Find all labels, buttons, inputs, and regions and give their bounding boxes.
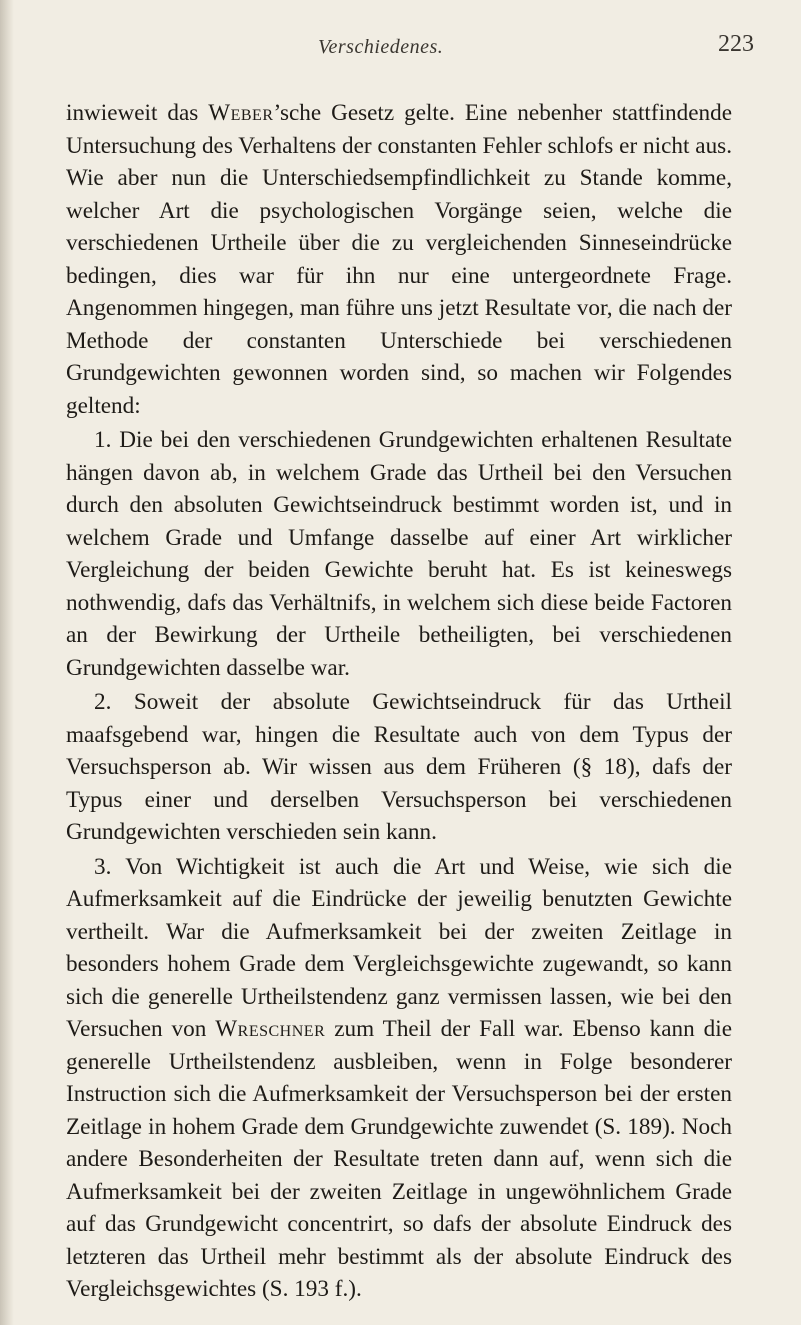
paragraph-point-2: 2. Soweit der absolute Gewichtseindruck für das Urtheil maafsgebend war, hingen die Resultate auch von dem Typus der Versuchsperson ab. Wir wissen aus dem Früheren (§ 18), dafs der Typus einer und derselben Versuchsperson bei verschiedenen Grundgewichten verschieden sein kann. (66, 689, 732, 845)
author-name-weber: Weber (208, 100, 274, 126)
intro-text-b: ’sche Gesetz gelte. Eine nebenher stattfindende Untersuchung des Verhaltens der constanten Fehler schlofs er nicht aus. Wie aber nun die Unterschiedsempfindlichkeit zu Stande komme, welcher Art die psychologischen Vorgänge seien, welche die verschiedenen Urtheile über die zu vergleichenden Sinneseindrücke bedingen, dies war für ihn nur eine untergeordnete Frage. Angenommen hingegen, man führe uns jetzt Resultate vor, die nach der Methode der constanten Unterschiede bei verschiedenen Grundgewichten gewonnen worden sind, so machen wir Folgendes geltend: (66, 100, 732, 419)
intro-text-a: inwieweit das (66, 100, 209, 126)
paragraph-point-1: 1. Die bei den verschiedenen Grundgewichten erhaltenen Resultate hängen davon ab, in welchem Grade das Urtheil bei den Versuchen durch den absoluten Gewichtseindruck bestimmt worden ist, und in welchem Grade und Umfange dasselbe auf einer Art wirklicher Vergleichung der beiden Gewichte beruht hat. Es ist keineswegs nothwendig, dafs das Verhältnifs, in welchem sich diese beide Factoren an der Bewirkung der Urtheile betheiligten, bei verschiedenen Grundgewichten dasselbe war. (66, 427, 732, 681)
body-text (66, 97, 732, 1306)
author-name-wreschner: Wreschner (215, 1016, 326, 1042)
paragraph-intro (66, 97, 732, 422)
page-binding-edge (0, 0, 14, 1325)
point-3-text-a: 3. Von Wichtigkeit ist auch die Art und Weise, wie sich die Aufmerksamkeit auf die Eindrücke der jeweilig benutzten Gewichte vertheilt. War die Aufmerksamkeit bei der zweiten Zeitlage in besonders hohem Grade dem Vergleichsgewichte zugewandt, so kann sich die generelle Urtheilstendenz ganz vermissen lassen, wie bei den Versuchen von (66, 853, 732, 1042)
running-head: Verschiedenes. (318, 36, 444, 58)
page-number: 223 (718, 31, 754, 57)
paragraph-point-3 (66, 851, 732, 1306)
point-3-text-b: zum Theil der Fall war. Ebenso kann die generelle Urtheilstendenz ausbleiben, wenn in Folge besonderer Instruction sich die Aufmerksamkeit der Versuchsperson bei der ersten Zeitlage in hohem Grade dem Grundgewichte zuwendet (S. 189). Noch andere Besonderheiten der Resultate treten dann auf, wenn sich die Aufmerksamkeit bei der zweiten Zeitlage in ungewöhnlichem Grade auf das Grundgewicht concentrirt, so dafs der absolute Eindruck des letzteren das Urtheil mehr bestimmt als der absolute Eindruck des Vergleichsgewichtes (S. 193 f.). (66, 1016, 732, 1302)
